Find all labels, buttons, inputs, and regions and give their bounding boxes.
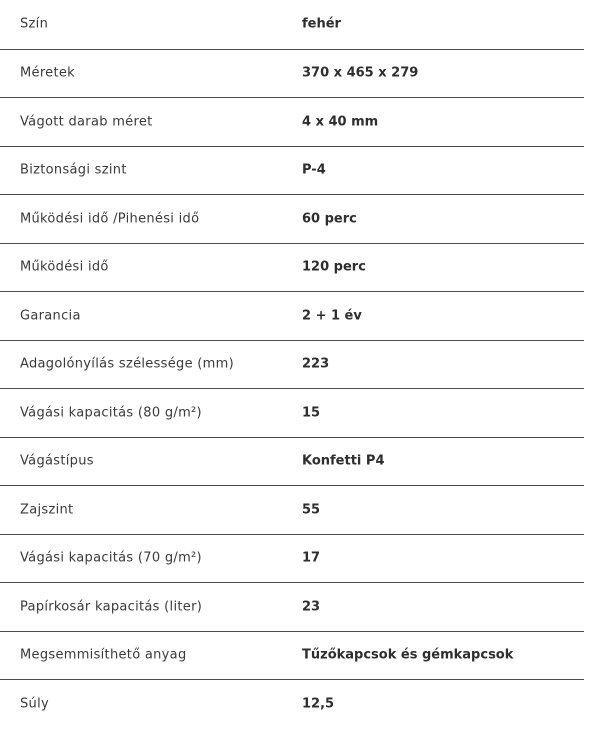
spec-value: 12,5: [302, 696, 335, 712]
spec-row-operating-time: [0, 244, 584, 293]
spec-value: fehér: [302, 16, 341, 32]
spec-value: 2 + 1 év: [302, 308, 362, 324]
spec-row-security-level: [0, 147, 584, 196]
spec-label: Működési idő /Pihenési idő: [20, 211, 200, 227]
spec-label: Adagolónyílás szélessége (mm): [20, 356, 234, 372]
spec-row-cut-size: [0, 98, 584, 147]
spec-label: Papírkosár kapacitás (liter): [20, 599, 203, 615]
spec-value: 370 x 465 x 279: [302, 65, 419, 81]
spec-value: 55: [302, 502, 321, 518]
spec-label: Méretek: [20, 65, 75, 81]
spec-row-cut-type: [0, 438, 584, 487]
spec-label: Szín: [20, 16, 49, 32]
spec-label: Vágástípus: [20, 453, 94, 469]
spec-row-capacity-80gsm: [0, 389, 584, 438]
spec-label: Vágási kapacitás (80 g/m²): [20, 405, 202, 421]
spec-row-destroyable-material: [0, 632, 584, 681]
spec-value: 223: [302, 356, 330, 372]
spec-row-feed-width: [0, 341, 584, 390]
spec-value: Konfetti P4: [302, 453, 385, 469]
spec-value: 60 perc: [302, 211, 357, 227]
spec-value: 23: [302, 599, 321, 615]
spec-value: 17: [302, 550, 321, 566]
spec-row-warranty: [0, 292, 584, 341]
spec-value: P-4: [302, 162, 326, 178]
spec-value: 4 x 40 mm: [302, 114, 379, 130]
spec-label: Működési idő: [20, 259, 109, 275]
spec-row-noise-level: [0, 486, 584, 535]
spec-value: Tűzőkapcsok és gémkapcsok: [302, 647, 514, 663]
spec-row-color: [0, 0, 584, 50]
spec-row-weight: [0, 680, 584, 729]
spec-row-duty-cycle: [0, 195, 584, 244]
spec-row-bin-capacity: [0, 583, 584, 632]
spec-label: Vágott darab méret: [20, 114, 153, 130]
spec-label: Vágási kapacitás (70 g/m²): [20, 550, 202, 566]
spec-row-dimensions: [0, 50, 584, 99]
spec-label: Biztonsági szint: [20, 162, 127, 178]
spec-row-capacity-70gsm: [0, 535, 584, 584]
spec-label: Zajszint: [20, 502, 74, 518]
spec-label: Súly: [20, 696, 49, 712]
spec-label: Garancia: [20, 308, 81, 324]
spec-label: Megsemmisíthető anyag: [20, 647, 187, 663]
spec-value: 120 perc: [302, 259, 366, 275]
spec-value: 15: [302, 405, 321, 421]
